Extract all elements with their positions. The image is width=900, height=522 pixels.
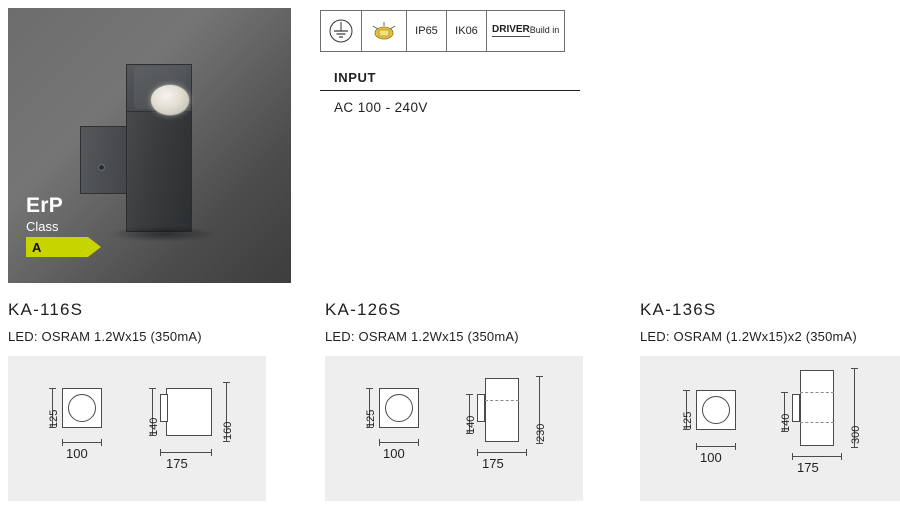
dim-tick <box>62 439 63 446</box>
side-view-bracket <box>792 394 800 422</box>
dim-label-top-width: 100 <box>383 446 405 461</box>
dim-line <box>792 456 842 457</box>
model-column <box>640 300 900 501</box>
product-photo <box>8 8 291 283</box>
driver-built-in-label <box>487 11 564 51</box>
dim-line <box>379 442 419 443</box>
dimension-drawing <box>325 356 583 501</box>
model-column <box>325 300 617 501</box>
dim-label-side-height: 140 <box>148 417 160 436</box>
mount-screw-icon <box>98 164 105 171</box>
model-code: KA-126S <box>325 300 402 319</box>
dim-label-top-height: 125 <box>682 411 694 430</box>
dim-tick <box>160 449 161 456</box>
model-led-spec: LED: OSRAM 1.2Wx15 (350mA) <box>325 329 519 344</box>
lamp-mount-arm <box>80 126 130 194</box>
dim-tick <box>223 382 230 383</box>
dim-label-side-total: 160 <box>222 421 234 440</box>
dimension-drawing <box>8 356 266 501</box>
dim-label-side-total: 230 <box>535 423 547 442</box>
dim-label-top-height: 125 <box>365 409 377 428</box>
dim-tick <box>526 449 527 456</box>
side-view-bracket <box>160 394 168 422</box>
dim-tick <box>841 453 842 460</box>
dim-tick <box>851 447 858 448</box>
dim-tick <box>735 443 736 450</box>
dim-tick <box>477 449 478 456</box>
led-chip-icon <box>362 11 407 51</box>
dim-tick <box>101 439 102 446</box>
driver-subtitle: Build in <box>529 25 560 36</box>
dim-tick <box>851 368 858 369</box>
dim-label-top-height: 125 <box>48 409 60 428</box>
dim-tick <box>466 394 473 395</box>
side-view-body <box>485 378 519 442</box>
input-heading: INPUT <box>320 70 580 91</box>
dim-tick <box>536 376 543 377</box>
side-view-body <box>166 388 212 436</box>
model-code: KA-116S <box>8 300 84 319</box>
dim-label-side-width: 175 <box>166 456 188 471</box>
driver-title: DRIVER <box>492 24 530 36</box>
model-led-spec: LED: OSRAM 1.2Wx15 (350mA) <box>8 329 202 344</box>
dash-guide <box>485 400 519 401</box>
erp-arrow-icon <box>26 237 88 257</box>
model-column <box>8 300 300 501</box>
top-view-circle <box>385 394 413 422</box>
top-view-circle <box>68 394 96 422</box>
dash-guide <box>800 392 834 393</box>
spec-icon-strip <box>320 10 565 52</box>
dim-label-side-height: 140 <box>465 415 477 434</box>
dim-label-top-width: 100 <box>66 446 88 461</box>
dim-line <box>696 446 736 447</box>
model-code: KA-136S <box>640 300 717 319</box>
dim-label-side-height: 140 <box>780 413 792 432</box>
dim-label-side-width: 175 <box>482 456 504 471</box>
dim-tick <box>696 443 697 450</box>
dim-tick <box>149 388 156 389</box>
dim-tick <box>792 453 793 460</box>
dim-tick <box>366 388 373 389</box>
dimension-drawing <box>640 356 900 501</box>
dim-tick <box>683 390 690 391</box>
side-view-bracket <box>477 394 485 422</box>
dim-label-side-total: 300 <box>850 425 862 444</box>
dim-line <box>477 452 527 453</box>
dim-label-top-width: 100 <box>700 450 722 465</box>
side-view-body <box>800 370 834 446</box>
dim-line <box>160 452 212 453</box>
top-view-circle <box>702 396 730 424</box>
dash-guide <box>800 422 834 423</box>
model-led-spec: LED: OSRAM (1.2Wx15)x2 (350mA) <box>640 329 857 344</box>
ik-rating-label: IK06 <box>447 11 487 51</box>
erp-subtitle: Class <box>26 219 59 234</box>
dim-label-side-width: 175 <box>797 460 819 475</box>
dim-tick <box>536 443 543 444</box>
input-value: AC 100 - 240V <box>334 100 428 115</box>
dim-tick <box>781 392 788 393</box>
erp-class-letter: A <box>32 239 42 255</box>
earth-ground-icon <box>321 11 362 51</box>
dim-line <box>62 442 102 443</box>
lamp-lens <box>150 84 190 116</box>
dim-tick <box>379 439 380 446</box>
dim-tick <box>49 388 56 389</box>
lamp-shadow <box>108 226 218 242</box>
dim-tick <box>418 439 419 446</box>
dim-tick <box>211 449 212 456</box>
erp-title: ErP <box>26 194 64 217</box>
ip-rating-label: IP65 <box>407 11 447 51</box>
dim-tick <box>223 441 230 442</box>
erp-class-badge <box>26 194 88 257</box>
